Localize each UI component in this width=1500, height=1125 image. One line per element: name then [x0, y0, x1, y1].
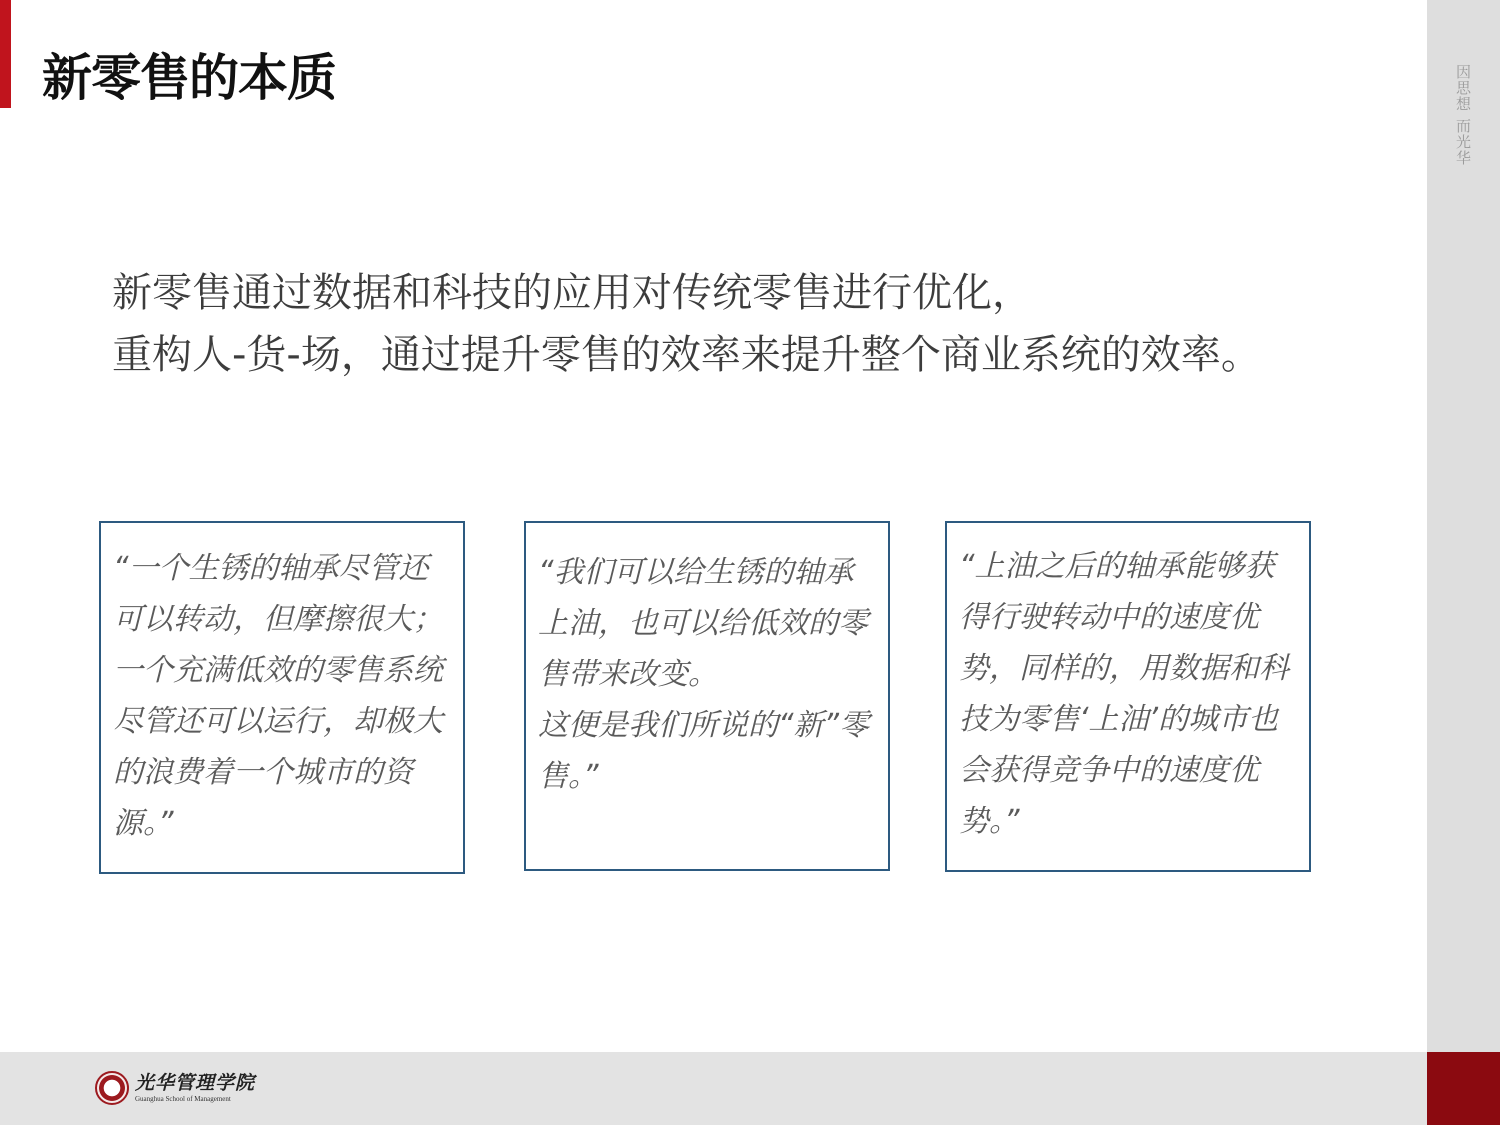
quote-1-text: “一个生锈的轴承尽管还可以转动，但摩擦很大；一个充满低效的零售系统尽管还可以运行，却极大的浪费着一个城市的资源。” [113, 551, 443, 841]
footer-corner-block [1427, 1052, 1500, 1125]
quote-box-1 [99, 521, 465, 874]
statement-line-2: 重构人-货-场，通过提升零售的效率来提升整个商业系统的效率。 [112, 332, 1261, 378]
statement-line-1: 新零售通过数据和科技的应用对传统零售进行优化， [112, 270, 1032, 316]
quote-2-text-2: 这便是我们所说的“新”零售。” [538, 708, 870, 794]
quote-3-text: “上油之后的轴承能够获得行驶转动中的速度优势，同样的，用数据和科技为零售‘上油’的城市也会获得竞争中的速度优势。” [959, 549, 1289, 839]
university-seal-icon [95, 1071, 129, 1105]
quote-box-2 [524, 521, 890, 871]
logo-text [135, 1071, 256, 1103]
school-logo [95, 1068, 255, 1108]
slogan: 因思想 而光华 [1454, 64, 1472, 166]
quote-box-3 [945, 521, 1311, 872]
quote-2-text: “我们可以给生锈的轴承上油，也可以给低效的零售带来改变。 [538, 555, 868, 692]
logo-english-name: Guanghua School of Management [135, 1094, 231, 1103]
title-accent-bar [0, 0, 11, 108]
main-statement [112, 262, 1402, 386]
logo-chinese-name: 光华管理学院 [135, 1071, 256, 1094]
slide-title: 新零售的本质 [42, 49, 336, 107]
